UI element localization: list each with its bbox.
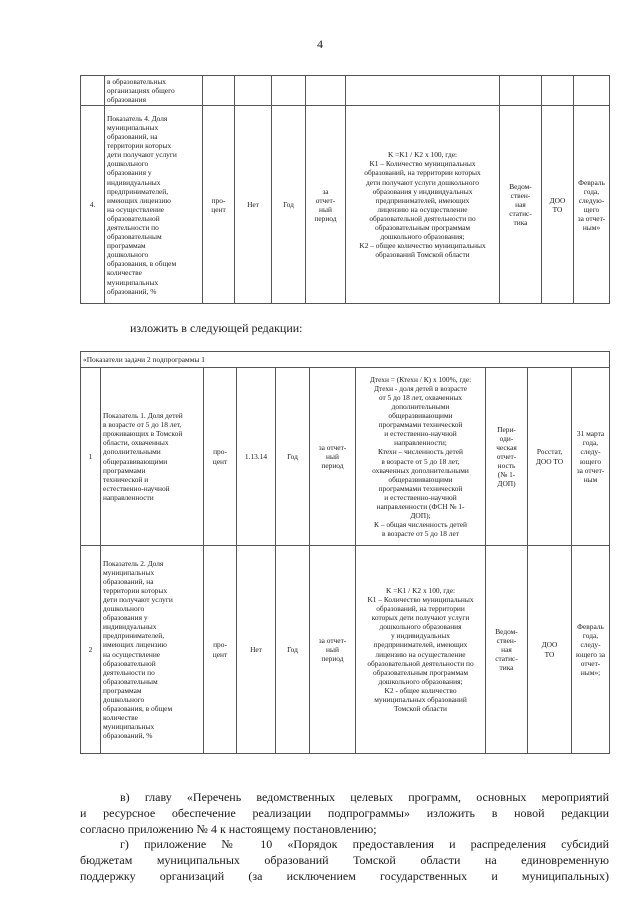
row-number: 1 <box>81 368 101 546</box>
method-cell: Ведом- ствен- ная статис- тика <box>486 546 528 754</box>
date-cell: Февраль года, следу- ющего за отчет- ным»; <box>572 546 610 754</box>
date-cell: 31 марта года, следу- ющего за отчет- ным <box>572 368 610 546</box>
unit-cell: про- цент <box>203 106 235 304</box>
edit-instruction: изложить в следующей редакции: <box>130 321 303 335</box>
page-number: 4 <box>317 37 323 51</box>
paragraph-g <box>80 836 609 884</box>
unit-cell: про- цент <box>204 368 237 546</box>
timing-cell: за отчет- ный период <box>306 106 346 304</box>
source-cell: Росстат, ДОО ТО <box>528 368 572 546</box>
code-cell: Нет <box>237 546 276 754</box>
code-cell: 1.13.14 <box>237 368 276 546</box>
paragraph-line: бюджетам муниципальных образований Томской области на единовременную <box>80 853 609 867</box>
paragraph-line: и ресурсное обеспечение реализации подпрограммы» изложить в новой редакции <box>80 806 609 820</box>
unit-cell: про- цент <box>204 546 237 754</box>
paragraph-line: г) приложение № 10 «Порядок предоставления и распределения субсидий <box>120 837 609 851</box>
paragraph-line: согласно приложению № 4 к настоящему постановлению; <box>80 822 377 836</box>
table-header: «Показатели задачи 2 подпрограммы 1 <box>81 352 610 368</box>
table-row <box>81 546 610 754</box>
source-cell: ДОО ТО <box>542 106 574 304</box>
indicator-name: Показатель 1. Доля детей в возрасте от 5 до 18 лет, проживающих в Томской области, охваченных дополнительными общеразвивающими программами технической и естественно-научной направленности <box>101 368 204 546</box>
indicators-table-old <box>80 75 610 304</box>
formula-cell: K =K1 / K2 x 100, где: K1 – Количество муниципальных образований, на территории которых дети получают услуги дошкольного образования у индивидуальных предпринимателей, имеющих лицензию на осуществление образовательной деятельности по образовательным программам дошкольного образования; K2 – общее количество муниципальных образований Томской области <box>346 106 500 304</box>
row-number: 4. <box>81 106 105 304</box>
periodicity-cell: Год <box>272 106 306 304</box>
formula-cell: Дтехн = (Ктехн / К) x 100%, где: Дтехн - доля детей в возрасте от 5 до 18 лет, охваченных дополнительными общеразвивающими программами технической и естественно-научной направленности; Ктехн – численность детей в возрасте от 5 до 18 лет, охваченных дополнительными общеразвивающими программами технической и естественно-научной направленности (ФСН № 1- ДОП); К – общая численность детей в возрасте от 5 до 18 лет <box>356 368 486 546</box>
periodicity-cell: Год <box>276 546 310 754</box>
indicator-name: Показатель 2. Доля муниципальных образований, на территории которых дети получают услуги дошкольного образования у индивидуальных предпринимателей, имеющих лицензию на осуществление образовательной деятельности по образовательным программам дошкольного образования, в общем количестве муниципальных образований, % <box>101 546 204 754</box>
date-cell: Февраль года, следую- щего за отчет- ным» <box>574 106 610 304</box>
paragraph-line: в) главу «Перечень ведомственных целевых программ, основных мероприятий <box>120 790 609 804</box>
table-cell: в образовательных организациях общего образования <box>105 76 203 106</box>
formula-cell: K =K1 / K2 x 100, где: K1 – Количество муниципальных образований, на территории которых дети получают услуги дошкольного образования у индивидуальных предпринимателей, имеющих лицензию на осуществление образовательной деятельности по образовательным программам дошкольного образования; K2 - общее количество муниципальных образований Томской области <box>356 546 486 754</box>
row-number: 2 <box>81 546 101 754</box>
table-row <box>81 368 610 546</box>
timing-cell: за отчет- ный период <box>310 546 356 754</box>
method-cell: Ведом- ствен- ная статис- тика <box>500 106 542 304</box>
table-row <box>81 106 610 304</box>
indicators-table-new <box>80 351 610 754</box>
indicator-name: Показатель 4. Доля муниципальных образований, на территории которых дети получают услуги дошкольного образования у индивидуальных предпринимателей, имеющих лицензию на осуществление образовательной деятельности по образовательным программам дошкольного образования, в общем количестве муниципальных образований, % <box>105 106 203 304</box>
paragraph-line: поддержку организаций (за исключением государственных и муниципальных) <box>80 869 609 883</box>
paragraph-v <box>80 789 609 837</box>
table-header-row <box>81 352 610 368</box>
table-row <box>81 76 610 106</box>
timing-cell: за отчет- ный период <box>310 368 356 546</box>
periodicity-cell: Год <box>276 368 310 546</box>
source-cell: ДОО ТО <box>528 546 572 754</box>
code-cell: Нет <box>235 106 272 304</box>
method-cell: Пери- оди- ческая отчет- ность (№ 1- ДОП) <box>486 368 528 546</box>
